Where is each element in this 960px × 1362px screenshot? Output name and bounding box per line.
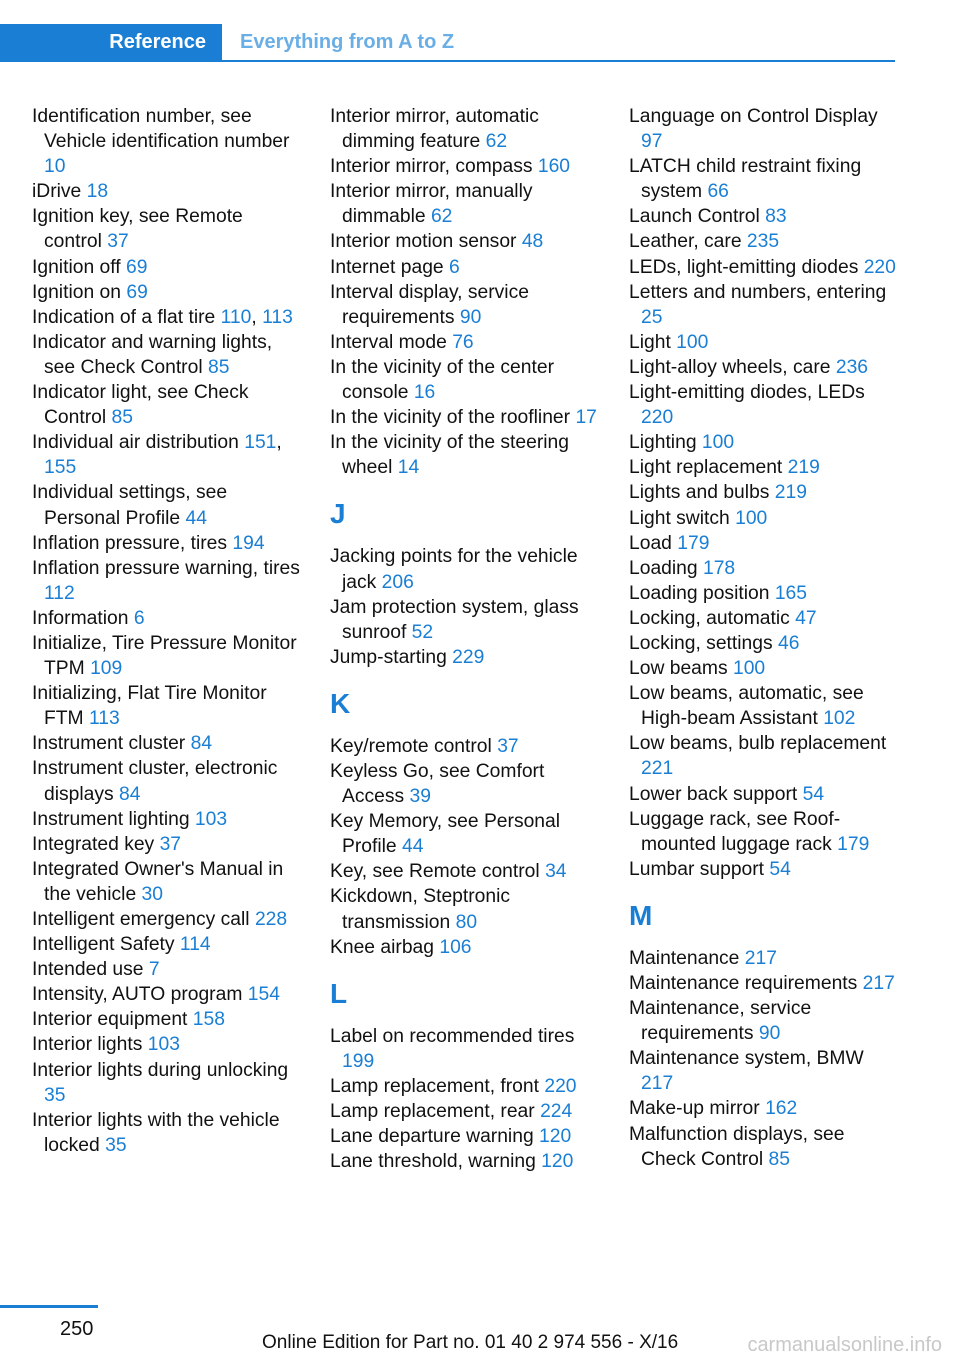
entry-term: Interior mirror, automatic dimming feature [330, 106, 539, 153]
index-entry [629, 430, 897, 455]
index-entry [32, 1007, 302, 1032]
page-link[interactable]: 103 [194, 808, 228, 830]
page-link[interactable]: 6 [449, 256, 460, 278]
index-entry [330, 104, 600, 154]
page-link[interactable]: 37 [159, 833, 182, 855]
entry-term: Lane departure warning [330, 1126, 534, 1148]
entry-term: Ignition off [32, 256, 121, 278]
page-link[interactable]: 7 [148, 959, 160, 981]
page-link[interactable]: 47 [795, 607, 817, 629]
entry-term: Indicator and warning lights, see Check Control [32, 331, 273, 378]
entry-term: Light-alloy wheels, care [629, 356, 831, 378]
index-entry [330, 734, 600, 759]
entry-term: In the vicinity of the roofliner [330, 407, 571, 429]
entry-term: Maintenance system, BMW [629, 1048, 864, 1070]
entry-term: Lamp replacement, rear [330, 1101, 535, 1122]
page-link[interactable]: 97 [641, 131, 663, 153]
entry-term: Interior equipment [32, 1009, 188, 1031]
entry-term: Low beams [629, 658, 728, 680]
entry-term: Maintenance, service requirements [629, 998, 812, 1045]
index-entry [32, 606, 302, 631]
index-entry [629, 104, 897, 154]
index-entry [32, 907, 302, 932]
page-link[interactable]: 206 [381, 571, 414, 593]
section-letter: K [330, 687, 351, 719]
page-link[interactable]: 44 [402, 836, 424, 858]
edition-note: Online Edition for Part no. 01 40 2 974 556 - X/16 [262, 1332, 679, 1353]
index-entry [32, 982, 302, 1007]
entry-term: Lumbar support [629, 858, 765, 880]
index-entry [330, 809, 600, 859]
entry-term: Key/remote control [330, 735, 492, 757]
entry-term: Individual air distribution [32, 432, 239, 454]
index-entry [330, 179, 600, 229]
page-link[interactable]: 48 [521, 231, 544, 253]
page-link[interactable]: 46 [777, 632, 800, 654]
index-entry: Individual air distribution 151, 155 [32, 432, 282, 479]
index-entry [629, 606, 897, 631]
page-link[interactable]: 34 [545, 861, 567, 883]
entry-term: Locking, settings [629, 632, 773, 654]
entry-term: Inflation pressure warning, tires [32, 557, 300, 579]
entry-term: Interior mirror, compass [330, 156, 533, 178]
index-entry [330, 405, 600, 430]
section-letter: L [330, 977, 348, 1009]
page-link[interactable]: 155 [44, 457, 77, 479]
index-entry [629, 731, 897, 781]
entry-term: Low beams, automatic, see High-beam Assistant [629, 683, 864, 730]
page-link[interactable]: 39 [409, 786, 431, 808]
index-entry [330, 544, 600, 594]
entry-term: Lights and bulbs [629, 482, 770, 504]
entry-term: Intensity, AUTO program [32, 984, 243, 1006]
page-link[interactable]: 90 [758, 1023, 781, 1045]
page-link[interactable]: 76 [452, 331, 474, 353]
entry-term: Low beams, bulb replacement [629, 733, 887, 755]
index-entry [32, 480, 302, 530]
entry-term: Integrated Owner's Manual in the vehicle [32, 858, 284, 905]
entry-term: Kickdown, Steptronic transmission [330, 886, 511, 933]
page-link[interactable]: 85 [111, 407, 133, 429]
index-entry: Indication of a flat tire 110, 113 [32, 306, 293, 328]
entry-term: Language on Control Display [629, 106, 878, 127]
page-link[interactable]: 236 [835, 356, 869, 378]
index-entry [330, 1024, 600, 1074]
index-column-3 [629, 104, 897, 1172]
index-entry [32, 756, 302, 806]
entry-term: Interval mode [330, 331, 447, 353]
index-entry [330, 884, 600, 934]
index-entry [32, 1032, 302, 1057]
index-entry [330, 1124, 600, 1149]
entry-term: Initializing, Flat Tire Monitor FTM [32, 683, 267, 730]
page-link[interactable]: 69 [125, 256, 148, 278]
entry-term: Instrument lighting [32, 808, 190, 830]
index-entry [32, 681, 302, 731]
page-link[interactable]: 100 [676, 331, 709, 353]
entry-term: Jam protection system, glass sunroof [330, 596, 579, 643]
index-entry [629, 330, 897, 355]
index-entry [629, 280, 897, 330]
entry-term: Interior motion sensor [330, 231, 517, 253]
page-link[interactable]: 85 [207, 356, 230, 378]
page-link[interactable]: 90 [459, 306, 482, 328]
entry-term: Interior lights [32, 1034, 143, 1056]
entry-term: iDrive [32, 181, 82, 203]
page-link[interactable]: 25 [641, 306, 663, 328]
page-link[interactable]: 102 [823, 708, 856, 730]
entry-term: Indication of a flat tire [32, 306, 216, 328]
page-link[interactable]: 35 [105, 1134, 127, 1156]
entry-term: Interior mirror, manually dimmable [330, 181, 533, 228]
page-link[interactable]: 37 [107, 231, 129, 253]
page-link[interactable]: 69 [126, 281, 148, 303]
section-letter: M [629, 899, 653, 931]
index-entry [32, 1108, 302, 1158]
page-link[interactable]: 17 [575, 407, 597, 429]
page-link[interactable]: 100 [735, 507, 768, 529]
page-link[interactable]: 18 [86, 181, 109, 203]
page-link[interactable]: 158 [192, 1009, 225, 1031]
entry-term: Locking, automatic [629, 607, 790, 629]
page-link[interactable]: 154 [247, 984, 280, 1006]
index-entry [629, 255, 897, 280]
index-entry [32, 556, 302, 606]
entry-term: Light switch [629, 507, 730, 529]
entry-term: Ignition on [32, 281, 121, 303]
index-entry [629, 996, 897, 1046]
page-link[interactable]: 217 [744, 947, 777, 969]
entry-term: Loading [629, 557, 698, 579]
entry-term: Keyless Go, see Comfort Access [330, 760, 545, 808]
page-link[interactable]: 162 [765, 1098, 798, 1120]
entry-term: Identification number, see Vehicle identification number [32, 106, 290, 153]
entry-term: Integrated key [32, 833, 155, 855]
index-entry [330, 330, 600, 355]
page-link[interactable]: 194 [232, 532, 265, 554]
index-column-2 [330, 104, 600, 1174]
entry-term: Jump-starting [330, 646, 447, 668]
index-entry [330, 1074, 600, 1099]
index-entry [32, 255, 302, 280]
index-column-1 [32, 104, 302, 1158]
page-link[interactable]: 83 [765, 206, 787, 228]
page-link[interactable]: 220 [863, 256, 896, 278]
page-link[interactable]: 178 [702, 557, 736, 579]
page-link[interactable]: 100 [732, 658, 766, 680]
page-link[interactable]: 84 [190, 733, 213, 755]
index-entry [330, 935, 600, 960]
index-entry [629, 380, 897, 430]
entry-term: In the vicinity of the steering wheel [330, 432, 570, 479]
entry-term: Interior lights with the vehicle locked [32, 1109, 280, 1156]
page-link[interactable]: 179 [837, 833, 870, 855]
page-link[interactable]: 14 [397, 457, 420, 479]
entry-term: Internet page [330, 256, 444, 278]
entry-term: Initialize, Tire Pressure Monitor TPM [32, 632, 297, 680]
page-link[interactable]: 165 [774, 582, 807, 604]
index-entry [629, 782, 897, 807]
page-link[interactable]: 52 [411, 621, 434, 643]
footer-rule [0, 1305, 98, 1308]
entry-term: Key, see Remote control [330, 861, 540, 883]
index-entry [629, 355, 897, 380]
index-entry [330, 645, 600, 670]
entry-term: Instrument cluster, electronic displays [32, 758, 278, 805]
page-link[interactable]: 219 [787, 457, 820, 479]
index-entry [629, 506, 897, 531]
entry-term: Lighting [629, 432, 697, 454]
chapter-tab[interactable]: Reference [0, 24, 222, 60]
index-entry [330, 154, 600, 179]
page-link[interactable]: 106 [439, 936, 472, 958]
entry-term: Load [629, 532, 672, 554]
entry-term: Interior lights during unlocking [32, 1059, 289, 1081]
entry-term: Intelligent Safety [32, 934, 175, 956]
entry-term: Interval display, service requirements [330, 281, 529, 328]
page-link[interactable]: 54 [802, 783, 825, 805]
index-entry [330, 255, 600, 280]
index-entry [32, 204, 302, 254]
page-link[interactable]: 217 [862, 973, 895, 994]
page-link[interactable]: 220 [641, 407, 674, 429]
watermark: carmanualsonline.info [747, 1334, 942, 1356]
page-link[interactable]: 110 [220, 306, 252, 328]
index-entry [629, 971, 897, 996]
page-link[interactable]: 44 [185, 507, 207, 529]
entry-term: Indicator light, see Check Control [32, 382, 249, 429]
page-link[interactable]: 113 [262, 306, 293, 328]
entry-term: Lower back support [629, 783, 798, 805]
index-entry [330, 859, 600, 884]
page-link[interactable]: 66 [707, 181, 729, 203]
index-entry [330, 595, 600, 645]
entry-term: Instrument cluster [32, 733, 186, 755]
index-entry [32, 731, 302, 756]
entry-term: Information [32, 607, 129, 629]
index-entry [629, 857, 897, 882]
entry-term: Letters and numbers, entering [629, 281, 887, 303]
entry-term: LATCH child restraint fixing system [629, 156, 862, 203]
index-entry [629, 946, 897, 971]
index-entry [330, 1149, 600, 1174]
page-link[interactable]: 100 [701, 432, 735, 454]
entry-term: Jacking points for the vehicle jack [330, 546, 578, 593]
page-link[interactable]: 85 [768, 1148, 790, 1170]
entry-term: Leather, care [629, 231, 742, 253]
index-entry [32, 179, 302, 204]
index-entry [629, 204, 897, 229]
page-link[interactable]: 6 [133, 607, 145, 629]
page-link[interactable]: 84 [119, 783, 141, 805]
index-entry [330, 430, 600, 480]
entry-term: Light replacement [629, 457, 783, 479]
page-link[interactable]: 62 [430, 206, 453, 228]
index-entry [330, 355, 600, 405]
index-entry [629, 581, 897, 606]
page-link[interactable]: 114 [179, 934, 211, 956]
index-entry [629, 154, 897, 204]
index-entry [32, 832, 302, 857]
page-link[interactable]: 120 [541, 1151, 574, 1173]
entry-term: Key Memory, see Personal Profile [330, 811, 561, 858]
section-title[interactable]: Everything from A to Z [240, 31, 455, 53]
entry-term: Maintenance [629, 947, 740, 969]
page-link[interactable]: 179 [677, 532, 710, 554]
entry-term: Light [629, 331, 671, 353]
index-entry [629, 229, 897, 254]
page-link[interactable]: 221 [641, 758, 674, 780]
page-link[interactable]: 62 [485, 131, 508, 153]
entry-term: In the vicinity of the center console [330, 356, 554, 404]
page-link[interactable]: 80 [455, 911, 478, 933]
index-entry [629, 807, 897, 857]
page-link[interactable]: 220 [544, 1075, 577, 1097]
entry-term: Make-up mirror [629, 1098, 760, 1120]
index-entry [330, 1099, 600, 1124]
entry-term: Knee airbag [330, 936, 434, 958]
entry-term: Inflation pressure, tires [32, 532, 228, 554]
entry-term: Launch Control [629, 206, 760, 228]
index-entry [32, 1058, 302, 1108]
page-link[interactable]: 217 [641, 1073, 674, 1095]
page-link[interactable]: 112 [44, 582, 75, 604]
page-link[interactable]: 54 [769, 858, 791, 880]
page-link[interactable]: 199 [342, 1050, 375, 1072]
index-entry [629, 455, 897, 480]
page-link[interactable]: 151 [244, 432, 277, 454]
index-entry [629, 631, 897, 656]
index-entry [629, 1046, 897, 1096]
entry-term: Luggage rack, see Roof-mounted luggage rack [629, 808, 841, 855]
page-link[interactable]: 103 [147, 1034, 180, 1056]
entry-term: LEDs, light-emitting diodes [629, 256, 859, 278]
section-letter: J [330, 498, 346, 530]
page-link[interactable]: 35 [44, 1084, 66, 1106]
index-entry [629, 656, 897, 681]
index-entry [629, 480, 897, 505]
index-entry [330, 229, 600, 254]
entry-term: Lamp replacement, front [330, 1075, 539, 1097]
index-entry [629, 556, 897, 581]
header-bar [0, 24, 895, 62]
page-link[interactable]: 224 [540, 1101, 573, 1122]
index-entry [629, 531, 897, 556]
index-entry [32, 932, 302, 957]
index-entry [330, 280, 600, 330]
entry-term: Individual settings, see Personal Profile [32, 482, 228, 529]
page-link[interactable]: 109 [90, 658, 123, 680]
entry-term: Maintenance requirements [629, 973, 858, 994]
entry-term: Label on recommended tires [330, 1025, 575, 1047]
page-link[interactable]: 160 [537, 156, 571, 178]
index-entry [32, 280, 302, 305]
index-entry [32, 857, 302, 907]
index-entry [32, 531, 302, 556]
index-entry [629, 1096, 897, 1121]
index-entry [330, 759, 600, 809]
page-link[interactable]: 235 [746, 231, 780, 253]
entry-term: Loading position [629, 582, 770, 604]
page-link[interactable]: 30 [141, 883, 163, 905]
page-link[interactable]: 228 [254, 909, 288, 930]
index-entry [32, 104, 302, 179]
page-link[interactable]: 219 [774, 482, 807, 504]
page-link[interactable]: 229 [452, 646, 485, 668]
index-entry [32, 807, 302, 832]
index-entry [629, 1122, 897, 1172]
index-entry [32, 380, 302, 430]
page-link[interactable]: 120 [539, 1126, 572, 1148]
page-link[interactable]: 16 [413, 382, 436, 404]
entry-term: Light-emitting diodes, LEDs [629, 382, 865, 404]
index-entry [32, 957, 302, 982]
index-entry [32, 631, 302, 681]
entry-term: Malfunction displays, see Check Control [629, 1123, 845, 1170]
entry-term: Ignition key, see Remote control [32, 206, 243, 253]
page-link[interactable]: 113 [88, 708, 120, 730]
index-entry [629, 681, 897, 731]
page-link[interactable]: 10 [44, 156, 66, 178]
index-entry [32, 330, 302, 380]
page-number: 250 [60, 1318, 94, 1340]
entry-term: Intelligent emergency call [32, 909, 250, 930]
entry-term: Lane threshold, warning [330, 1151, 536, 1173]
page-link[interactable]: 37 [497, 735, 519, 757]
entry-term: Intended use [32, 959, 144, 981]
